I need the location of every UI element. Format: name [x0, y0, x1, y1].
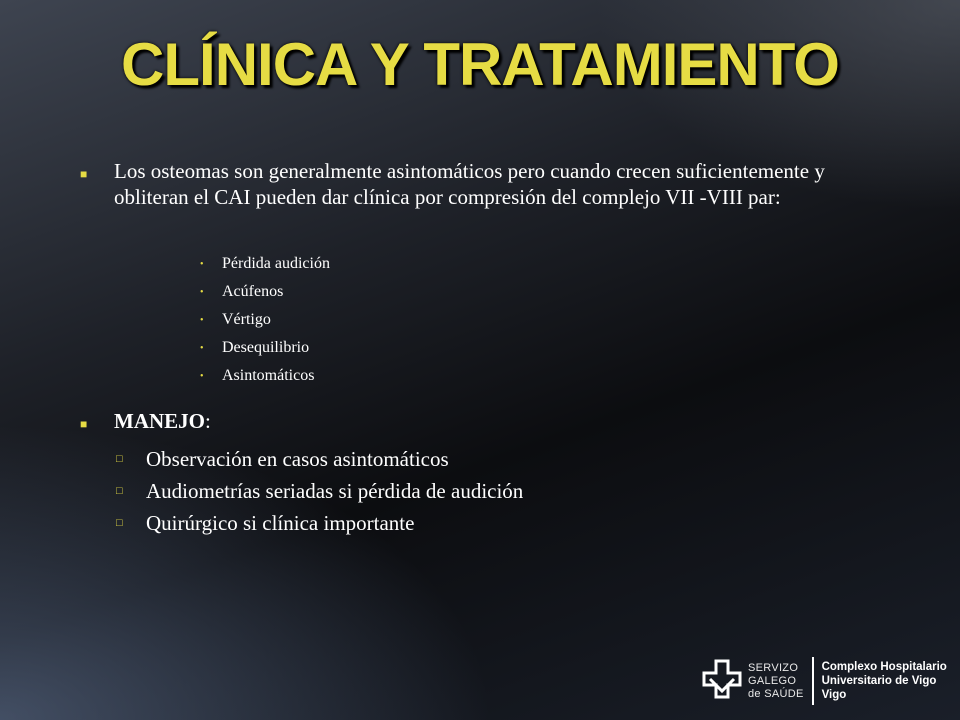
dot-bullet-icon	[200, 371, 222, 382]
list-item: • Desequilibrio	[200, 334, 900, 362]
management-bullet	[80, 408, 900, 437]
list-item: □ Audiometrías seriadas si pérdida de audición	[116, 475, 900, 507]
square-bullet-icon	[80, 158, 114, 187]
square-bullet-icon	[80, 408, 114, 437]
intro-bullet	[80, 158, 900, 210]
institution-logo	[702, 655, 947, 707]
symptom-list	[200, 250, 900, 390]
management-heading: MANEJO:	[114, 409, 211, 433]
logo-divider	[812, 657, 814, 705]
slide-title: CLÍNICA Y TRATAMIENTO	[121, 31, 839, 98]
hollow-square-bullet-icon	[116, 485, 146, 497]
management-list	[116, 443, 900, 539]
intro-text: Los osteomas son generalmente asintomáticos pero cuando crecen suficientemente y obliteran el CAI pueden dar clínica por compresión del complejo VII -VIII par:	[114, 159, 825, 209]
dot-bullet-icon	[200, 287, 222, 298]
hollow-square-bullet-icon	[116, 517, 146, 529]
hollow-square-bullet-icon	[116, 453, 146, 465]
slide-content	[80, 158, 900, 539]
dot-bullet-icon	[200, 259, 222, 270]
organization-name: SERVIZO GALEGO de SAÚDE	[748, 661, 804, 700]
list-item: • Pérdida audición	[200, 250, 900, 278]
list-item: □ Observación en casos asintomáticos	[116, 443, 900, 475]
list-item: • Asintomáticos	[200, 362, 900, 390]
health-cross-icon	[702, 659, 742, 703]
hospital-name: Complexo Hospitalario Universitario de Vigo Vigo	[821, 661, 947, 701]
dot-bullet-icon	[200, 315, 222, 326]
list-item: □ Quirúrgico si clínica importante	[116, 507, 900, 539]
list-item: • Vértigo	[200, 306, 900, 334]
dot-bullet-icon	[200, 343, 222, 354]
list-item: • Acúfenos	[200, 278, 900, 306]
